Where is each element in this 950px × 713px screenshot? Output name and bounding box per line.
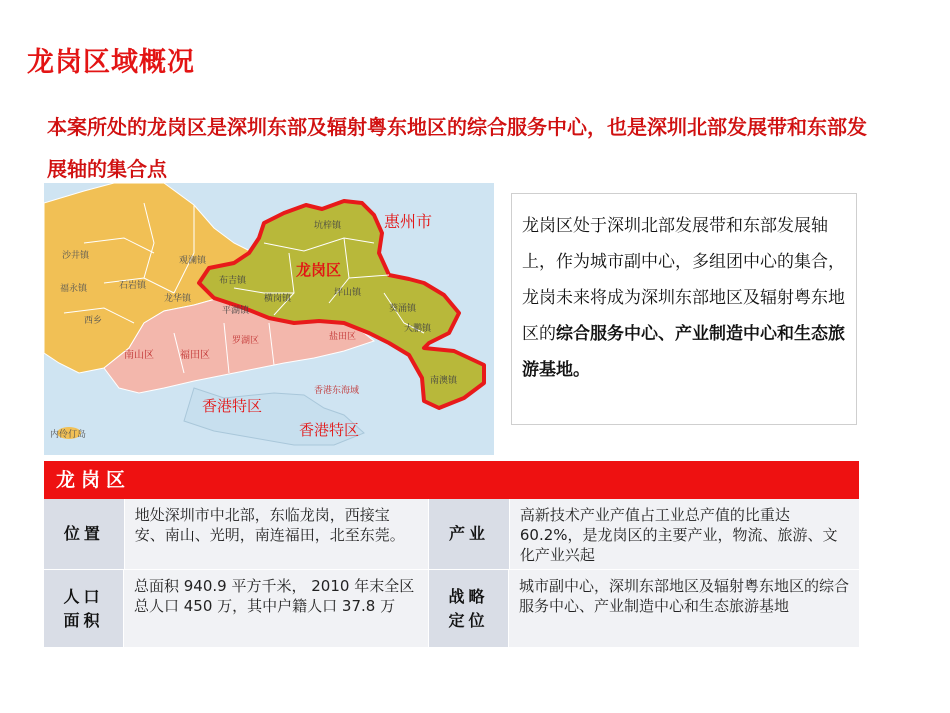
info-text-bold: 综合服务中心、产业制造中心和生态旅游基地。 (522, 324, 845, 380)
map-label-kuichong: 葵涌镇 (389, 304, 417, 314)
map-label-kengzi: 坑梓镇 (314, 221, 342, 231)
map-label-xixiang: 西乡 (84, 316, 103, 326)
map-label-buji: 布吉镇 (219, 276, 247, 286)
map-label-dapeng: 大鹏镇 (404, 324, 432, 334)
map-svg (44, 183, 494, 455)
map-label-yantian: 盐田区 (329, 332, 357, 342)
district-map (44, 183, 494, 455)
row-text-strategy: 城市副中心，深圳东部地区及辐射粤东地区的综合服务中心、产业制造中心和生态旅游基地 (509, 570, 859, 647)
map-label-fuyong: 福永镇 (60, 284, 88, 294)
map-label-nanshan: 南山区 (124, 350, 154, 361)
map-label-nanao: 南澳镇 (430, 376, 458, 386)
map-label-bay: 香港东海域 (314, 386, 360, 396)
map-label-hongkong-1: 香港特区 (202, 397, 263, 415)
map-label-pingshan: 坪山镇 (334, 288, 362, 298)
row-label-industry: 产业 (429, 499, 510, 569)
info-text: 龙岗区处于深圳北部发展带和东部发展轴上，作为城市副中心，多组团中心的集合，龙岗未来将成为深圳东部地区及辐射粤东地区的 (522, 216, 845, 344)
info-box (511, 193, 857, 425)
row-text-population: 总面积 940.9 平方千米， 2010 年末全区总人口 450 万，其中户籍人口 37.8 万 (124, 570, 429, 647)
map-label-shajing: 沙井镇 (62, 251, 90, 261)
map-label-shiyan: 石岩镇 (119, 281, 147, 291)
map-label-longhua: 龙华镇 (164, 294, 192, 304)
map-label-futian: 福田区 (180, 350, 210, 361)
page-title: 龙岗区域概况 (27, 47, 195, 78)
map-label-luohu: 罗湖区 (232, 336, 260, 346)
map-label-henggang: 横岗镇 (264, 294, 292, 304)
map-label-guanlan: 观澜镇 (179, 256, 207, 266)
row-label-population: 人口面积 (44, 570, 124, 647)
page-subtitle: 本案所处的龙岗区是深圳东部及辐射粤东地区的综合服务中心，也是深圳北部发展带和东部发展轴的集合点 (47, 115, 867, 181)
map-label-hongkong-2: 香港特区 (299, 421, 360, 439)
district-table (44, 461, 859, 648)
map-label-huizhou: 惠州市 (384, 212, 433, 231)
map-label-neilingding: 内伶仃岛 (50, 430, 87, 440)
table-row (44, 570, 859, 648)
table-row (44, 499, 859, 570)
map-label-longgang: 龙岗区 (296, 261, 342, 279)
table-header: 龙岗区 (44, 461, 859, 499)
row-label-location: 位置 (44, 499, 125, 569)
row-label-strategy: 战略定位 (429, 570, 509, 647)
row-text-location: 地处深圳市中北部，东临龙岗，西接宝安、南山、光明，南连福田，北至东莞。 (125, 499, 429, 569)
map-label-pinghu: 平湖镇 (222, 306, 250, 316)
row-text-industry: 高新技术产业产值占工业总产值的比重达 60.2%，是龙岗区的主要产业，物流、旅游、文化产业兴起 (510, 499, 859, 569)
